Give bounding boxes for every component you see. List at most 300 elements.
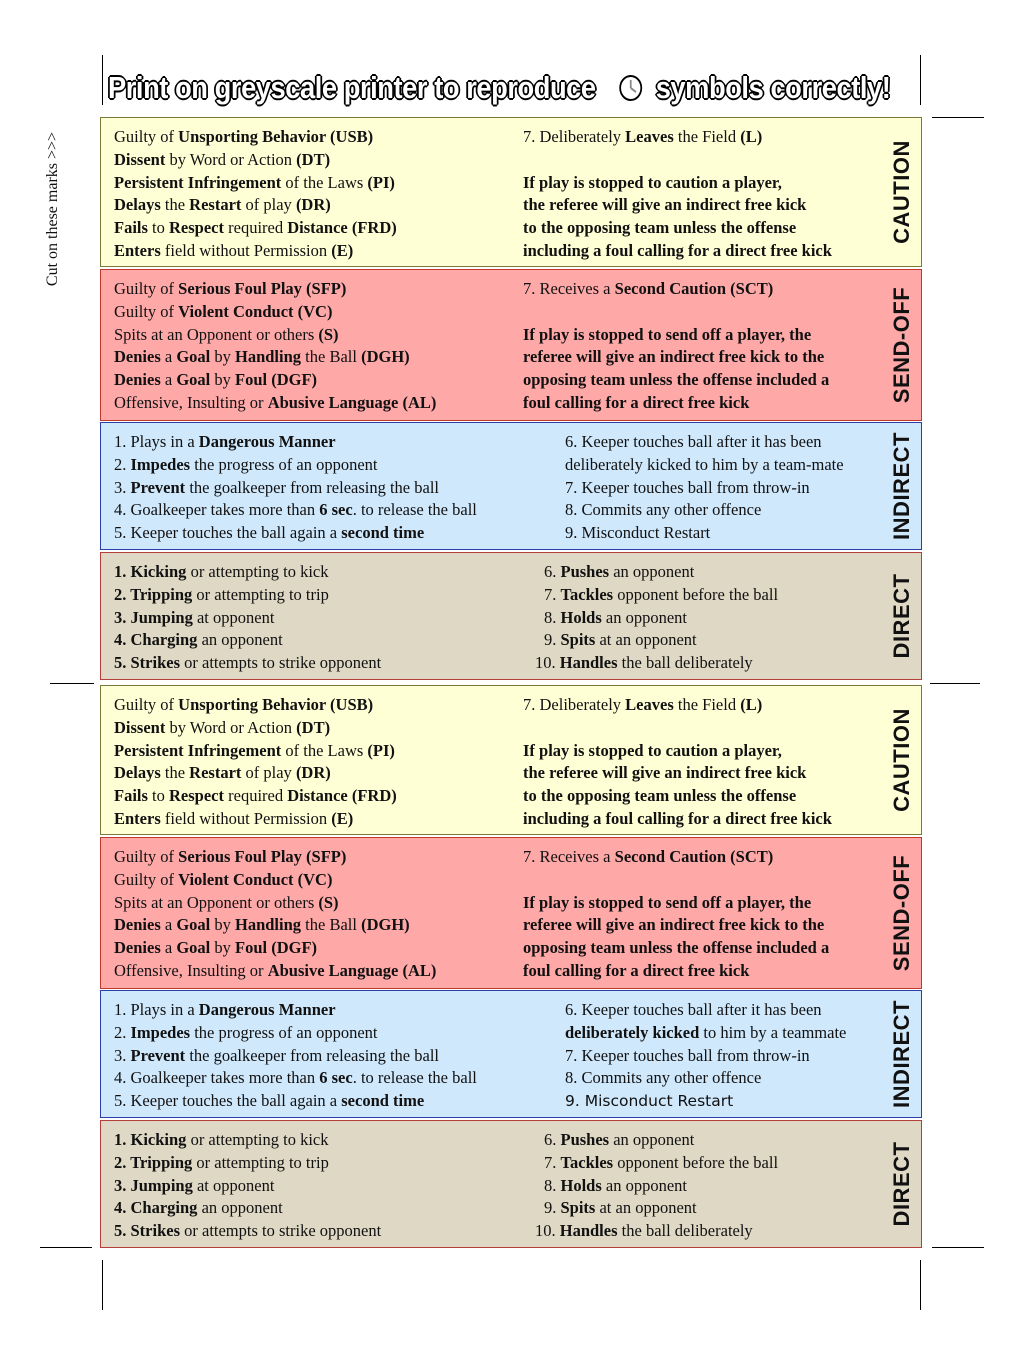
text-segment: an opponent bbox=[197, 1198, 283, 1218]
rule-line bbox=[114, 522, 477, 545]
text-segment: 6. bbox=[544, 562, 561, 581]
rule-line bbox=[535, 1220, 778, 1243]
text-segment: 7. Keeper touches ball from throw-in bbox=[565, 477, 810, 497]
rule-line bbox=[114, 762, 397, 785]
bold-text: 6 sec bbox=[319, 1068, 353, 1088]
text-segment: Guilty of bbox=[114, 127, 179, 146]
text-segment: 7. Keeper touches ball from throw-in bbox=[565, 1045, 810, 1065]
rule-line bbox=[114, 1129, 381, 1152]
text-segment: by bbox=[210, 347, 235, 367]
rule-line bbox=[114, 240, 397, 263]
rule-line bbox=[114, 194, 397, 217]
bold-text: Holds bbox=[560, 1175, 602, 1195]
bold-text: Abusive Language (AL) bbox=[267, 960, 437, 980]
rule-line bbox=[114, 1152, 381, 1175]
bold-text: Denies bbox=[114, 938, 161, 958]
rule-line bbox=[565, 522, 844, 545]
caution-side-label bbox=[887, 118, 917, 266]
bold-text: second time bbox=[341, 523, 425, 543]
rule-line bbox=[114, 1175, 381, 1198]
bold-text: (PI) bbox=[367, 740, 395, 760]
bold-text: 5. Strikes bbox=[114, 1221, 180, 1241]
text-segment: to bbox=[147, 786, 170, 806]
text-segment: or attempts to strike opponent bbox=[180, 653, 382, 673]
bold-text: (E) bbox=[331, 240, 354, 260]
rule-line bbox=[114, 454, 477, 477]
cut-mark bbox=[932, 1247, 984, 1248]
rule-line bbox=[114, 278, 436, 301]
left-column bbox=[114, 278, 436, 415]
rule-line bbox=[114, 369, 436, 392]
rule-line bbox=[114, 999, 477, 1022]
cut-mark bbox=[930, 683, 980, 684]
text-segment: Guilty of bbox=[114, 279, 179, 298]
text-segment: 3. bbox=[114, 1045, 131, 1065]
rule-line bbox=[114, 149, 397, 172]
bold-text: 4. Charging bbox=[114, 630, 198, 650]
caution-side-label bbox=[887, 686, 917, 834]
bold-text: Delays bbox=[114, 763, 161, 783]
rule-line bbox=[114, 392, 436, 415]
text-segment: 10. bbox=[535, 1221, 560, 1241]
bold-text: Fails bbox=[114, 786, 148, 806]
text-segment: . to release the ball bbox=[352, 1068, 477, 1088]
right-column bbox=[565, 999, 846, 1113]
rule-line bbox=[523, 914, 829, 937]
text-segment: 7. Receives a bbox=[523, 847, 615, 866]
text-segment: at opponent bbox=[192, 1175, 275, 1195]
bold-text: (L) bbox=[740, 127, 763, 146]
bold-text: (DT) bbox=[296, 717, 331, 737]
rule-line bbox=[535, 1175, 778, 1198]
bold-text: Persistent Infringement bbox=[114, 172, 282, 192]
text-segment: a bbox=[160, 938, 177, 958]
bold-text: Enters bbox=[114, 240, 161, 260]
bold-text: Violent Conduct (VC) bbox=[178, 869, 333, 889]
cut-mark bbox=[920, 55, 921, 105]
rule-line bbox=[523, 785, 832, 808]
text-segment: 5. Keeper touches the ball again a bbox=[114, 523, 342, 543]
rule-line bbox=[114, 1197, 381, 1220]
cut-mark bbox=[50, 683, 94, 684]
text-segment: of the Laws bbox=[281, 740, 368, 760]
bold-text: Abusive Language (AL) bbox=[267, 392, 437, 412]
text-segment: the ball deliberately bbox=[617, 1221, 753, 1241]
cut-mark bbox=[932, 117, 984, 118]
left-column bbox=[114, 1129, 381, 1243]
text-segment: the goalkeeper from releasing the ball bbox=[185, 1045, 439, 1065]
bold-text: 2. Tripping bbox=[114, 1152, 193, 1172]
rule-line bbox=[114, 1045, 477, 1068]
rule-line bbox=[535, 607, 778, 630]
text-segment: 4. Goalkeeper takes more than bbox=[114, 500, 320, 520]
bold-text: Restart bbox=[189, 195, 242, 215]
bold-text: Dangerous Manner bbox=[198, 1000, 336, 1019]
rule-line bbox=[523, 846, 829, 869]
bold-text: Goal bbox=[176, 370, 211, 390]
text-segment: required bbox=[224, 786, 288, 806]
bold-text: Delays bbox=[114, 195, 161, 215]
indirect-section bbox=[100, 990, 922, 1118]
bold-text: Fails bbox=[114, 218, 148, 238]
text-segment: by Word or Action bbox=[165, 717, 297, 737]
text-segment: at an opponent bbox=[595, 1198, 697, 1218]
text-segment: 5. Keeper touches the ball again a bbox=[114, 1091, 342, 1111]
text-segment: the bbox=[160, 195, 190, 215]
rule-line bbox=[114, 301, 436, 324]
rule-line bbox=[114, 629, 381, 652]
bold-text: Prevent bbox=[130, 1045, 186, 1065]
text-segment: Guilty of bbox=[114, 869, 179, 889]
bold-text: (L) bbox=[740, 695, 763, 714]
text-segment: Guilty of bbox=[114, 695, 179, 714]
indirect-side-label bbox=[887, 423, 917, 549]
text-segment: Spits at an Opponent or others bbox=[114, 324, 319, 344]
clock-icon bbox=[619, 74, 644, 102]
rule-line bbox=[114, 126, 397, 149]
bold-text: Prevent bbox=[130, 477, 186, 497]
bold-text: (PI) bbox=[367, 172, 395, 192]
bold-text: (E) bbox=[331, 808, 354, 828]
bold-text: Unsporting Behavior (USB) bbox=[178, 127, 374, 146]
text-segment: an opponent bbox=[601, 607, 688, 627]
text-segment: to him by a teammate bbox=[699, 1022, 847, 1042]
rule-line bbox=[565, 477, 844, 500]
bold-text: Denies bbox=[114, 915, 161, 935]
text-segment: Guilty of bbox=[114, 847, 179, 866]
bold-text: 3. Jumping bbox=[114, 1175, 193, 1195]
bold-text: including a foul calling for a direct free kick bbox=[523, 808, 832, 828]
text-segment: 1. Plays in a bbox=[114, 432, 199, 451]
left-column bbox=[114, 126, 397, 263]
sendoff-side-label bbox=[887, 270, 917, 420]
rule-line bbox=[535, 1129, 778, 1152]
rule-line bbox=[114, 431, 477, 454]
rule-line bbox=[523, 149, 832, 172]
text-segment: the ball deliberately bbox=[617, 653, 753, 673]
text-segment: a bbox=[160, 347, 177, 367]
bold-text: If play is stopped to caution a player, bbox=[523, 172, 782, 192]
section-label: DIRECT bbox=[889, 1141, 914, 1227]
text-segment: 6. bbox=[544, 1130, 561, 1149]
rule-line bbox=[523, 937, 829, 960]
caution-section bbox=[100, 685, 922, 835]
rule-line bbox=[523, 278, 829, 301]
rule-line bbox=[523, 808, 832, 831]
text-segment: 2. bbox=[114, 454, 131, 474]
left-column bbox=[114, 431, 477, 545]
section-label: SEND-OFF bbox=[889, 854, 914, 972]
bold-text: Goal bbox=[176, 347, 211, 367]
cut-mark bbox=[102, 1260, 103, 1310]
text-segment: of the Laws bbox=[281, 172, 368, 192]
bold-text: the referee will give an indirect free kick bbox=[523, 195, 807, 215]
cut-mark bbox=[920, 1260, 921, 1310]
left-column bbox=[114, 561, 381, 675]
bold-text: If play is stopped to send off a player, the bbox=[523, 324, 812, 344]
bold-text: Second Caution (SCT) bbox=[614, 847, 774, 866]
text-segment: or attempting to kick bbox=[186, 1130, 329, 1149]
rule-line bbox=[114, 607, 381, 630]
bold-text: Dissent bbox=[114, 717, 166, 737]
rule-line bbox=[114, 1220, 381, 1243]
text-segment: at opponent bbox=[192, 607, 275, 627]
text-segment: 10. bbox=[535, 653, 560, 673]
text-segment: 8. bbox=[544, 607, 561, 627]
right-column bbox=[523, 694, 832, 831]
rule-line bbox=[114, 694, 397, 717]
rule-line bbox=[114, 717, 397, 740]
text-segment: 9. Misconduct Restart bbox=[565, 523, 711, 543]
rule-line bbox=[523, 126, 832, 149]
bold-text: Spits bbox=[560, 630, 596, 650]
rule-line bbox=[114, 346, 436, 369]
rule-line bbox=[523, 369, 829, 392]
direct-section bbox=[100, 1120, 922, 1248]
rule-line bbox=[565, 1090, 846, 1113]
text-segment: a bbox=[160, 915, 177, 935]
text-segment: field without Permission bbox=[160, 808, 332, 828]
bold-text: referee will give an indirect free kick to the bbox=[523, 347, 825, 367]
text-segment: Guilty of bbox=[114, 301, 179, 321]
bold-text: (S) bbox=[318, 892, 339, 912]
rule-line bbox=[565, 1067, 846, 1090]
text-segment: 4. Goalkeeper takes more than bbox=[114, 1068, 320, 1088]
rule-line bbox=[535, 1197, 778, 1220]
text-segment: 1. Plays in a bbox=[114, 1000, 199, 1019]
bold-text: Serious Foul Play (SFP) bbox=[178, 279, 347, 298]
text-segment: or attempting to trip bbox=[192, 584, 329, 604]
banner-text-part1: Print on greyscale printer to reproduce bbox=[108, 69, 596, 105]
text-segment: 7. Deliberately bbox=[523, 695, 626, 714]
text-segment: required bbox=[224, 218, 288, 238]
rule-line bbox=[114, 846, 436, 869]
bold-text: 1. Kicking bbox=[114, 1130, 187, 1149]
rule-line bbox=[565, 499, 844, 522]
rule-line bbox=[535, 1152, 778, 1175]
bold-text: 6 sec bbox=[319, 500, 353, 520]
rule-line bbox=[114, 785, 397, 808]
section-label: SEND-OFF bbox=[889, 286, 914, 404]
rule-line bbox=[523, 717, 832, 740]
right-column bbox=[535, 561, 778, 675]
bold-text: opposing team unless the offense included a bbox=[523, 370, 830, 390]
bold-text: Denies bbox=[114, 370, 161, 390]
bold-text: Dissent bbox=[114, 149, 166, 169]
text-segment: 8. Commits any other offence bbox=[565, 1068, 762, 1088]
bold-text: Unsporting Behavior (USB) bbox=[178, 695, 374, 714]
cut-instruction-label: Cut on these marks >>> bbox=[44, 131, 61, 287]
bold-text: the referee will give an indirect free kick bbox=[523, 763, 807, 783]
bold-text: Foul (DGF) bbox=[235, 938, 318, 958]
text-segment: 2. bbox=[114, 1022, 131, 1042]
bold-text: referee will give an indirect free kick to the bbox=[523, 915, 825, 935]
bold-text: to the opposing team unless the offense bbox=[523, 218, 797, 238]
bold-text: Distance (FRD) bbox=[287, 218, 397, 238]
text-segment: the Ball bbox=[301, 915, 362, 935]
text-segment: opponent before the ball bbox=[613, 584, 779, 604]
right-column bbox=[565, 431, 844, 545]
rule-line bbox=[523, 240, 832, 263]
rule-line bbox=[114, 324, 436, 347]
rule-line bbox=[114, 808, 397, 831]
bold-text: (S) bbox=[318, 324, 339, 344]
rule-line bbox=[523, 392, 829, 415]
rule-line bbox=[114, 584, 381, 607]
text-segment: the Field bbox=[673, 695, 741, 714]
bold-text: foul calling for a direct free kick bbox=[523, 392, 750, 412]
text-segment: field without Permission bbox=[160, 240, 332, 260]
rule-line bbox=[523, 324, 829, 347]
rule-line bbox=[535, 652, 778, 675]
text-segment: by bbox=[210, 938, 235, 958]
text-segment: . to release the ball bbox=[352, 500, 477, 520]
text-segment: the goalkeeper from releasing the ball bbox=[185, 477, 439, 497]
bold-text: Respect bbox=[169, 218, 224, 238]
text-segment: Offensive, Insulting or bbox=[114, 960, 268, 980]
sendoff-side-label bbox=[887, 838, 917, 988]
bold-text: Violent Conduct (VC) bbox=[178, 301, 333, 321]
bold-text: Tackles bbox=[560, 584, 614, 604]
bold-text: 4. Charging bbox=[114, 1198, 198, 1218]
rule-line bbox=[114, 172, 397, 195]
text-segment: 8. Commits any other offence bbox=[565, 500, 762, 520]
bold-text: opposing team unless the offense included a bbox=[523, 938, 830, 958]
text-segment: or attempts to strike opponent bbox=[180, 1221, 382, 1241]
bold-text: Pushes bbox=[560, 562, 610, 581]
bold-text: Serious Foul Play (SFP) bbox=[178, 847, 347, 866]
bold-text: Impedes bbox=[130, 1022, 191, 1042]
section-label: CAUTION bbox=[889, 708, 914, 812]
bold-text: second time bbox=[341, 1091, 425, 1111]
text-segment: 9. bbox=[544, 1198, 561, 1218]
rule-line bbox=[523, 869, 829, 892]
rule-line bbox=[523, 217, 832, 240]
text-segment: 7. Receives a bbox=[523, 279, 615, 298]
rule-line bbox=[565, 999, 846, 1022]
text-segment: by Word or Action bbox=[165, 149, 297, 169]
section-label: INDIRECT bbox=[889, 1000, 914, 1108]
bold-text: Second Caution (SCT) bbox=[614, 279, 774, 298]
rule-line bbox=[114, 869, 436, 892]
rule-line bbox=[114, 914, 436, 937]
rule-line bbox=[523, 694, 832, 717]
bold-text: Enters bbox=[114, 808, 161, 828]
direct-section bbox=[100, 552, 922, 680]
rule-line bbox=[114, 740, 397, 763]
bold-text: (DR) bbox=[295, 195, 331, 215]
direct-side-label bbox=[887, 1121, 917, 1247]
text-segment: an opponent bbox=[609, 1130, 695, 1149]
sendoff-section bbox=[100, 837, 922, 989]
bold-text: Tackles bbox=[560, 1152, 614, 1172]
bold-text: Respect bbox=[169, 786, 224, 806]
bold-text: Handles bbox=[559, 653, 618, 673]
indirect-section bbox=[100, 422, 922, 550]
bold-text: Spits bbox=[560, 1198, 596, 1218]
text-segment: an opponent bbox=[609, 562, 695, 581]
bold-text: 1. Kicking bbox=[114, 562, 187, 581]
rule-line bbox=[114, 217, 397, 240]
text-segment: an opponent bbox=[197, 630, 283, 650]
text-segment: or attempting to kick bbox=[186, 562, 329, 581]
bold-text: Leaves bbox=[625, 695, 674, 714]
bold-text: Pushes bbox=[560, 1130, 610, 1149]
bold-text: Leaves bbox=[625, 127, 674, 146]
text-segment: of play bbox=[241, 763, 296, 783]
bold-text: (DGH) bbox=[361, 915, 410, 935]
banner-text-part2: symbols correctly! bbox=[655, 69, 891, 105]
bold-text: (DT) bbox=[296, 149, 331, 169]
section-label: DIRECT bbox=[889, 573, 914, 659]
text-segment: 3. bbox=[114, 477, 131, 497]
bold-text: Persistent Infringement bbox=[114, 740, 282, 760]
rule-line bbox=[535, 561, 778, 584]
rule-line bbox=[114, 960, 436, 983]
text-segment: the bbox=[160, 763, 190, 783]
rule-line bbox=[535, 584, 778, 607]
text-segment: 7. bbox=[544, 584, 561, 604]
rule-line bbox=[523, 194, 832, 217]
direct-side-label bbox=[887, 553, 917, 679]
text-segment: 9. Misconduct Restart bbox=[565, 1092, 734, 1111]
bold-text: Restart bbox=[189, 763, 242, 783]
rule-line bbox=[565, 1045, 846, 1068]
text-segment: opponent before the ball bbox=[613, 1152, 779, 1172]
cut-mark bbox=[102, 55, 103, 105]
text-segment: 6. Keeper touches ball after it has been bbox=[565, 432, 822, 451]
text-segment: an opponent bbox=[601, 1175, 688, 1195]
bold-text: 5. Strikes bbox=[114, 653, 180, 673]
bold-text: (DR) bbox=[295, 763, 331, 783]
left-column bbox=[114, 694, 397, 831]
bold-text: Dangerous Manner bbox=[198, 432, 336, 451]
right-column bbox=[535, 1129, 778, 1243]
sendoff-section bbox=[100, 269, 922, 421]
text-segment: 7. bbox=[544, 1152, 561, 1172]
text-segment: by bbox=[210, 370, 235, 390]
text-segment: 6. Keeper touches ball after it has been bbox=[565, 1000, 822, 1019]
text-segment: at an opponent bbox=[595, 630, 697, 650]
cut-mark bbox=[40, 1247, 92, 1248]
bold-text: (DGH) bbox=[361, 347, 410, 367]
text-segment: to bbox=[147, 218, 170, 238]
bold-text: Goal bbox=[176, 938, 211, 958]
bold-text: 2. Tripping bbox=[114, 584, 193, 604]
rule-line bbox=[114, 892, 436, 915]
text-segment: of play bbox=[241, 195, 296, 215]
bold-text: 3. Jumping bbox=[114, 607, 193, 627]
rule-line bbox=[523, 960, 829, 983]
text-segment: the progress of an opponent bbox=[190, 454, 378, 474]
section-label: CAUTION bbox=[889, 140, 914, 244]
bold-text: Handling bbox=[235, 915, 302, 935]
bold-text: If play is stopped to caution a player, bbox=[523, 740, 782, 760]
rule-line bbox=[114, 1022, 477, 1045]
indirect-side-label bbox=[887, 991, 917, 1117]
rule-line bbox=[523, 346, 829, 369]
rule-line bbox=[114, 937, 436, 960]
bold-text: Handles bbox=[559, 1221, 618, 1241]
rule-line bbox=[565, 1022, 846, 1045]
text-segment: the Ball bbox=[301, 347, 362, 367]
rule-line bbox=[565, 431, 844, 454]
print-instructions-banner bbox=[108, 68, 891, 112]
bold-text: Denies bbox=[114, 347, 161, 367]
right-column bbox=[523, 126, 832, 263]
bold-text: Distance (FRD) bbox=[287, 786, 397, 806]
rule-line bbox=[114, 1090, 477, 1113]
